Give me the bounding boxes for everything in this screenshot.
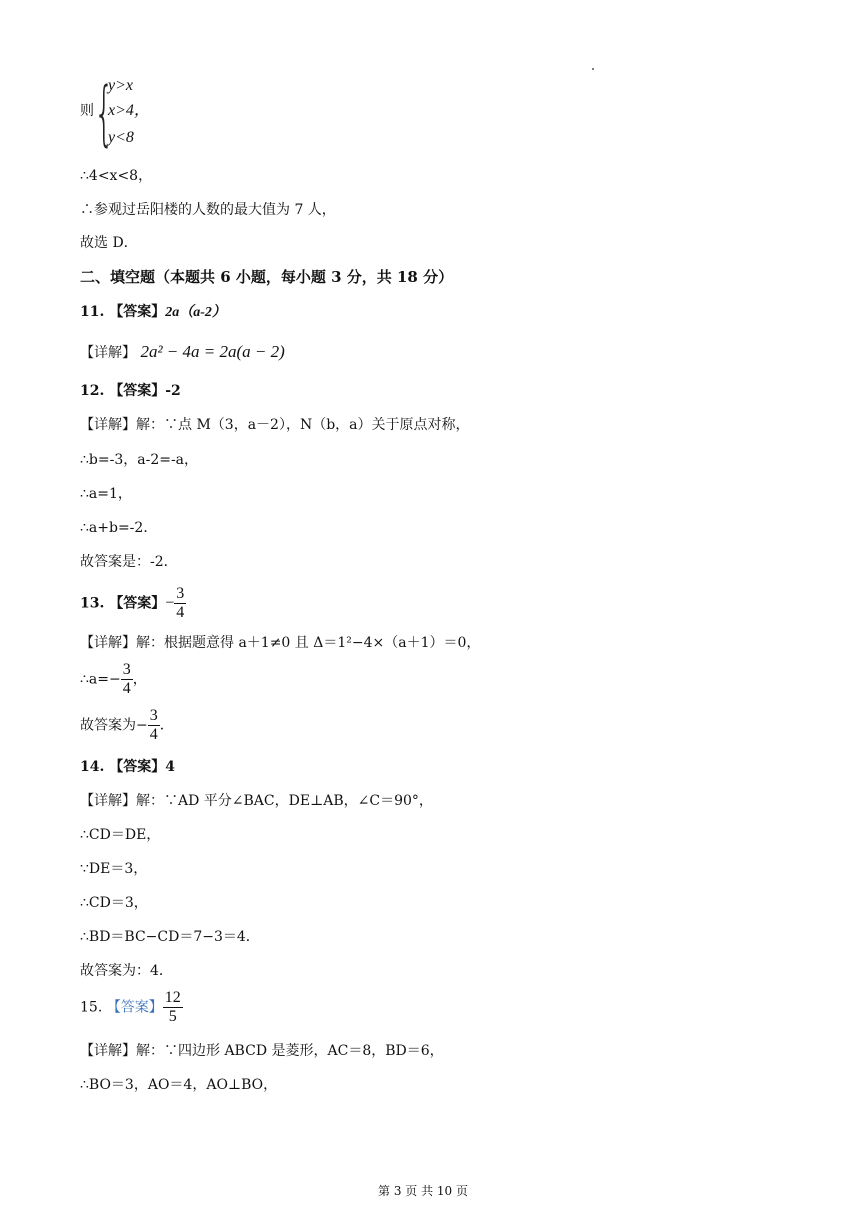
max-visitors-line: ∴参观过岳阳楼的人数的最大值为 7 人，	[80, 202, 336, 218]
q14-detail-4: ∴CD＝3，	[80, 895, 148, 911]
q14-answer-line	[80, 760, 175, 774]
q11-answer-line	[80, 305, 226, 320]
q11-number: 11.	[80, 304, 105, 320]
q12-detail-2: ∴b=-3，a-2=-a，	[80, 452, 199, 468]
q13-number: 13.	[80, 595, 105, 612]
q13-minus: −	[165, 594, 175, 612]
q12-detail-3: ∴a=1，	[80, 486, 132, 502]
q15-answer-line	[80, 990, 183, 1025]
system-line-2: x>4，	[108, 102, 150, 119]
q12-answer-line	[80, 384, 181, 398]
q14-detail-5: ∴BD＝BC−CD＝7−3＝4．	[80, 929, 260, 945]
inequality-result: ∴4<x<8，	[80, 168, 153, 184]
q12-answer-tag: 【答案】	[109, 383, 166, 399]
q14-detail-6: 故答案为：4．	[80, 963, 173, 979]
q11-answer-tag: 【答案】	[109, 304, 166, 320]
q15-detail-1: 【详解】解：∵四边形 ABCD 是菱形，AC＝8，BD＝6，	[80, 1043, 444, 1059]
q13-detail-1: 【详解】解：根据题意得 a＋1≠0 且 Δ＝1²−4×（a＋1）＝0，	[80, 635, 481, 651]
q13-fraction-3: $\frac{3}{4}$	[149, 707, 158, 743]
q14-answer: 4	[165, 759, 175, 775]
q13-detail-2: ∴a=− $\frac{3}{4}$ ，	[80, 661, 147, 697]
q14-detail-2: ∴CD＝DE，	[80, 827, 161, 843]
system-line-3: y<8	[108, 129, 134, 146]
q14-answer-tag: 【答案】	[109, 759, 166, 775]
q15-answer-tag: 【答案】	[106, 999, 163, 1016]
q14-number: 14.	[80, 759, 105, 775]
q13-answer-fraction: $\frac{3}{4}$	[176, 585, 185, 621]
choose-d-line: 故选 D．	[80, 235, 138, 251]
page-footer: 第 3 页 共 10 页	[378, 1184, 468, 1198]
q12-detail-1: 【详解】解：∵点 M（3，a－2），N（b，a）关于原点对称，	[80, 417, 470, 433]
q13-detail-3: 故答案为− $\frac{3}{4}$ ．	[80, 707, 174, 743]
q13-answer-tag: 【答案】	[109, 595, 166, 612]
q12-answer: -2	[165, 383, 181, 399]
q15-detail-2: ∴BO＝3，AO＝4，AO⊥BO，	[80, 1077, 278, 1093]
scan-dot	[592, 68, 594, 70]
q11-detail-tag: 【详解】	[80, 345, 136, 361]
left-brace: {	[94, 72, 115, 154]
q15-number: 15.	[80, 999, 103, 1016]
q13-answer-line	[80, 586, 186, 621]
system-line-1: y>x	[108, 77, 133, 94]
q11-equation: 2a² − 4a = 2a(a − 2)	[140, 342, 285, 361]
q14-detail-3: ∵DE＝3，	[80, 861, 148, 877]
q12-detail-4: ∴a+b=-2．	[80, 520, 158, 536]
q15-answer-fraction: $\frac{12}{5}$	[164, 989, 181, 1025]
then-label: 则	[80, 103, 94, 119]
q11-answer: 2a（a-2）	[165, 305, 226, 320]
q13-fraction-2: $\frac{3}{4}$	[122, 661, 131, 697]
q12-detail-5: 故答案是：-2．	[80, 554, 178, 570]
q14-detail-1: 【详解】解：∵AD 平分∠BAC，DE⊥AB，∠C＝90°，	[80, 793, 433, 809]
q11-detail	[80, 343, 285, 360]
section-2-title: 二、填空题（本题共 6 小题，每小题 3 分，共 18 分）	[80, 268, 454, 286]
q12-number: 12.	[80, 383, 105, 399]
